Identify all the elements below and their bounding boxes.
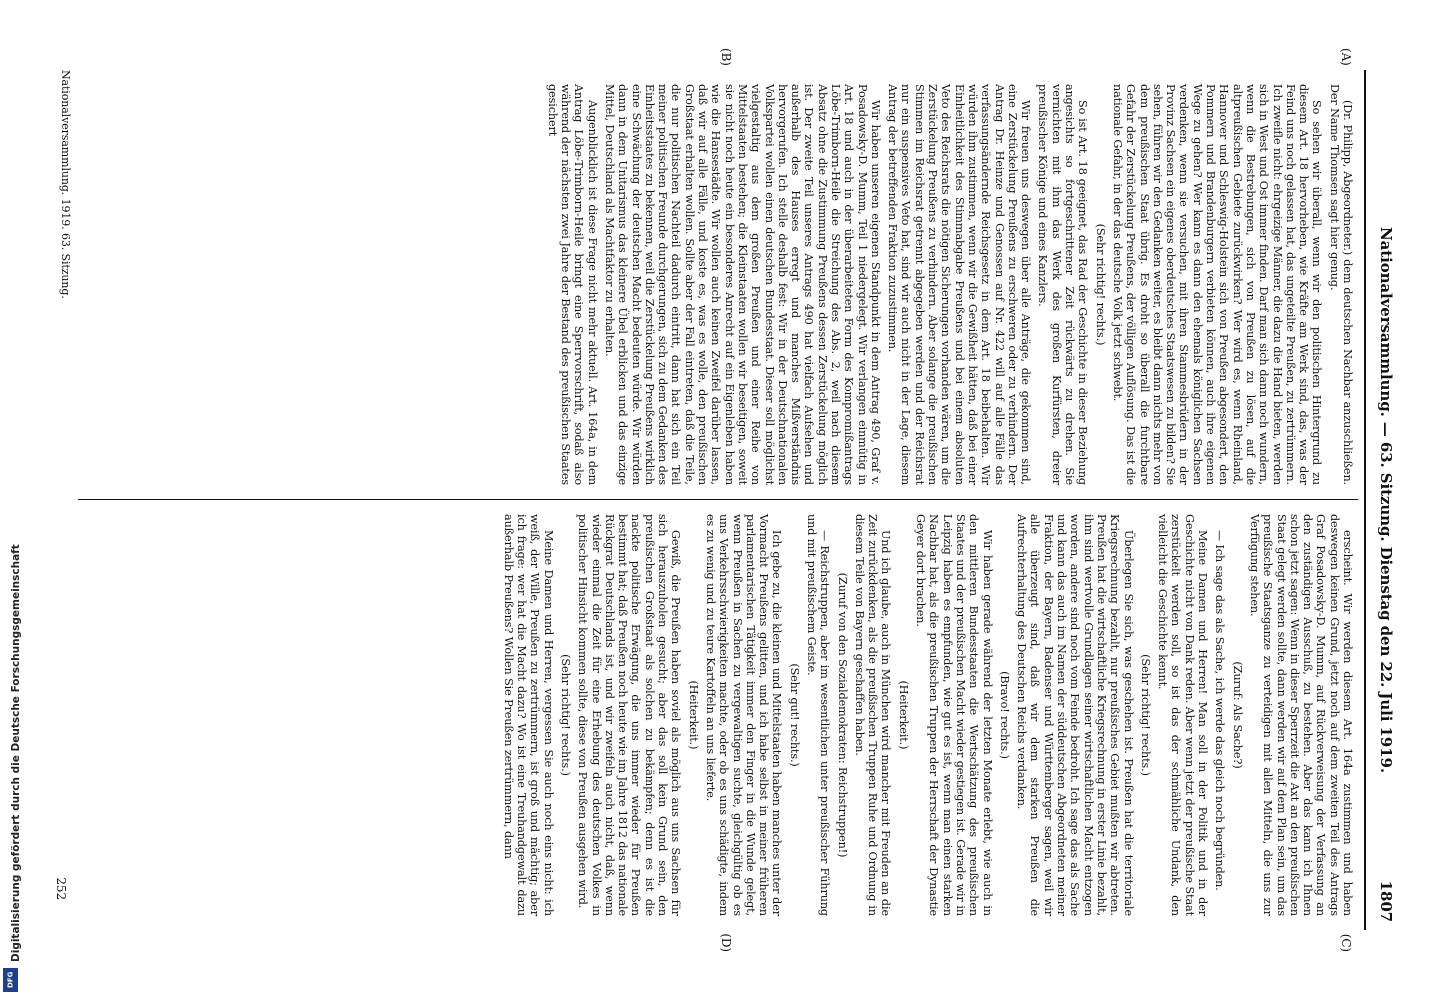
interjection: (Heiterkeit.) [896, 680, 910, 750]
paragraph: Wir haben unseren eigenen Standpunkt in dem Antrag 490, Graf v. Posadowsky-D. Mumm, Teil 1 niedergelegt. Wir verlangen einmütig in Art. 18 und auch in der überarbeiteten Form des Kompromißantrags Löbe-Trimborn-Heile die Streichung des Abs. 2, weil nach diesem Absatz ohne die Zustimmung Preußens dessen Zerstückelung möglich ist. Der zweite Teil unseres Antrags 490 hat vielfach Aufsehen und außerhalb des Hauses erregt und manches Mißverständnis hervorgerufen. Ich stelle deshalb fest: Wir in der Deutschnationalen Volkspartei wollen einen deutschen Bundesstaat. Dieser soll möglichst vielgestaltig aus dem großen Preußen und einer Reihe von Mittelstaaten bestehen; die Kleinstaaten wollen wir beseitigen, soweit sie nicht noch heute ein besonderes Anrecht auf ein Eigenleben haben wie die Hansestädte. Wir wollen auch keinen Zweifel darüber lassen, daß wir auf alle Fälle, und koste es, was es wolle, den preußischen Großstaat erhalten wollen. Sollte aber der Fall eintreten, daß die Teile, die nur politischen Nachteil dadurch eintritt, dann hat sich ein Teil meiner politischen Freunde durchgerungen, sich zu dem Gedanken des Einheitsstaates zu bekennen, weil die Zerstückelung Preußens wirklich eine Schwächung der deutschen Macht bedeuten würde. Wir würden dann in dem Unitarismus das kleinere Übel erblicken und das einzige Mittel, Deutschland als Machtfaktor zu erhalten. [602, 84, 882, 485]
left-column [78, 70, 1358, 500]
interjection: (Sehr richtig! rechts.) [1093, 223, 1107, 346]
paragraph: Und ich glaube, auch in München wird mancher mit Freuden an die Zeit zurückdenken, als die preußischen Truppen Ruhe und Ordnung in diesem Teile von Bayern geschaffen haben. [852, 514, 893, 916]
page-number: 1807 [1377, 880, 1395, 922]
text-columns [78, 48, 1358, 952]
paragraph: Ich gebe zu, die kleinen und Mittelstaaten haben manches unter der Vormacht Preußens gelitten, und ich habe selbst in meiner früheren parlamentarischen Tätigkeit immer den Finger in die Wunde gelegt, wenn Preußen in Sachen zu vergewaltigen suchte, gleichgültig ob es uns Verkehrsschwierigkeiten machte, oder ob es uns schädigte, indem es zu wenig und zu teure Kartoffeln an uns lieferte. [703, 514, 784, 916]
dfg-logo: DFG [3, 968, 18, 992]
paragraph: Wir haben gerade während der letzten Monate erlebt, wie auch in den mittleren Bundesstaaten die Wertschätzung des preußischen Staates und der preußischen Macht wieder gestiegen ist. Gerade wir in Leipzig haben es empfunden, wie gut es ist, wenn man einen starken Nachbar hat, als die preußischen Truppen der Herrschaft der Dynastie Geyer dort brachen. [914, 514, 994, 916]
paragraph: (Dr. Philipp, Abgeordneter.) dem deutschen Nachbar anzuschließen. Der Name Thomsen sagt hier genug. [1327, 84, 1354, 485]
paragraph: Augenblicklich ist diese Frage nicht mehr aktuell. Art. 164a, in dem Antrag Löbe-Trimborn-Heile bringt eine Sperrvorschrift, sodaß also während der nächsten zwei Jahre der Bestand des preußischen Staates gesichert [545, 84, 599, 485]
paragraph: Meine Damen und Herren! Man soll in der Politik und in der Geschichte nicht von Dank reden. Aber wenn jetzt der preußische Staat zerstückelt werden soll, so ist das der schmähliche Undank, den vielleicht die Geschichte kennt. [1156, 514, 1210, 916]
page-title: Nationalversammlung. — 63. Sitzung. Dienstag den 22. Juli 1919. [1377, 227, 1395, 773]
margin-mark-b: (B) [719, 48, 733, 66]
interjection: (Bravo! rechts.) [997, 671, 1011, 759]
margin-mark-c: (C) [1339, 933, 1353, 952]
paragraph: So ist Art. 18 geeignet, das Rad der Geschichte in dieser Beziehung angesichts so fortgeschrittener Zeit rückwärts zu drehen. Sie vernichten mit ihm das Werk des großen Kurfürsten, dreier preußischer Könige und eines Kanzlers. [1036, 84, 1090, 485]
paragraph: Überlegen Sie sich, was geschehen ist. Preußen hat die territoriale Kriegsrechnung bezahlt, nur preußisches Gebiet mußten wir abtreten. Preußen hat die wirtschaftliche Kriegsrechnung in erster Linie bezahlt, ihm sind wertvolle Grundlagen seiner wirtschaftlichen Macht entzogen worden, andere sind noch vom Feinde bedroht. Ich sage das als Sache und kann das auch im Namen der süddeutschen Abgeordneten meiner Fraktion, der Bayern, Badenser und Württemberger sagen, weil wir alle überzeugt sind, daß wir dem starken Preußen die Aufrechterhaltung des Deutschen Reichs verdanken. [1015, 514, 1135, 916]
interjection: (Sehr richtig! rechts.) [1138, 654, 1152, 776]
right-column [78, 500, 1358, 930]
paragraph: erscheint. Wir werden diesem Art. 164a zustimmen und haben deswegen keinen Grund, jetzt noch auf dem zweiten Teil des Antrags Graf Posadowsky-D. Mumm, auf Rückverweisung der Verfassung an den zuständigen Ausschuß, zu bestehen. Aber das kann ich Ihnen schon jetzt sagen: Wenn in dieser Sperrzeit die Axt an den preußischen Staat gelegt werden sollte, dann werden wir auf dem Plan sein, um das preußische Staatsganze zu verteidigen mit allen Mitteln, die uns zur Verfügung stehen. [1247, 514, 1354, 916]
footer-page-number: 252 [54, 877, 69, 900]
margin-mark-a: (A) [1339, 48, 1353, 66]
interjection: (Heiterkeit.) [686, 680, 700, 750]
page-header [1364, 70, 1400, 930]
paragraph: Gewiß, die Preußen haben soviel als möglich aus uns Sachsen für sich herauszuholen gesucht; aber das soll kein Grund sein, den preußischen Großstaat als solchen zu bekämpfen; denn es ist die nackte politische Erwägung, die uns immer wieder für Preußen bestimmt hat; daß Preußen noch heute wie im Jahre 1812 das nationale Rückgrat Deutschlands ist, und wir zweifeln auch nicht, daß, wenn wieder einmal die Zeit für eine Erhebung des deutschen Volkes in politischer Hinsicht kommen sollte, diese von Preußen ausgehen wird. [576, 514, 683, 916]
interjection: (Zuruf: Als Sache?) [1230, 661, 1244, 769]
footer-session: Nationalversammlung. 1919. 63. Sitzung. [59, 70, 72, 299]
paragraph: Meine Damen und Herren, vergessen Sie auch noch eins nicht: ich weiß, der Wille, Preußen zu zertrümmern, ist groß und mächtig; aber ich frage: wer hat die Macht dazu? Wo ist eine Treuhandgewalt dazu außerhalb Preußens? Wollen Sie Preußen zertrümmern, dann [501, 514, 555, 916]
paragraph: Wir freuen uns deswegen über alle Anträge, die gekommen sind, eine Zerstückelung Preußens zu erschweren oder zu verhindern. Der Antrag Dr. Heinze und Genossen auf Nr. 422 will auf alle Fälle das verfassungsändernde Reichsgesetz in dem Art. 18 beibehalten. Wir würden ihm zustimmen, wenn wir die Gewißheit hätten, daß bei einer Einheitlichkeit des Stimmabgabe Preußens und bei einem absoluten Veto des Reichsrats die nötigen Sicherungen vorhanden wären, um die Zerstückelung Preußens zu verhindern. Aber solange die preußischen Stimmen im Reichsrat getrennt abgegeben werden und der Reichsrat nur ein suspensives Veto hat, sind wir auch nicht in der Lage, diesem Antrag der betreffenden Fraktion zuzustimmen. [886, 84, 1033, 485]
paragraph: — Ich sage das als Sache, ich werde das gleich noch begründen. [1213, 530, 1227, 891]
interjection: (Zuruf von den Sozialdemokraten: Reichstruppen!) [835, 572, 849, 858]
paragraph: So sehen wir überall, wenn wir den politischen Hintergrund zu diesem Art. 18 hervorheben, wie Kräfte am Werk sind, das, was der Feind uns noch gelassen hat, das ungeteilte Preußen, zu zertrümmern. Ich zweifle nicht: ehrgeizige Männer, die dazu die Hand bieten, werden sich in West und Ost immer finden. Darf man sich dann noch wundern, wenn die Bestrebungen, sich von Preußen zu lösen, auf die altpreußischen Gebiete zurückwirken? Wer wird es, wenn Rheinland, Hannover und Schleswig-Holstein sich von Preußen abgesondert, den Pommern und Brandenburgern verbieten können, auch ihre eigenen Wege zu gehen? Wer kann es dann den ehemals königlichen Sachsen verdenken, wenn sie versuchen, mit ihren Stammesbrüdern in der Provinz Sachsen ein eigenes oberdeutsches Staatswesen zu bilden? Sie sehen, führen wir den Gedanken weiter, es bleibt dann nichts mehr von dem preußischen Staat übrig. Es droht so überall die furchtbare Gefahr der Zerstückelung Preußens, der völligen Auflösung. Das ist die nationale Gefahr, in der das deutsche Volk jetzt schwebt. [1110, 84, 1324, 485]
margin-mark-d: (D) [719, 933, 733, 952]
interjection: (Sehr richtig! rechts.) [558, 654, 572, 776]
interjection: (Sehr gut! rechts.) [787, 663, 801, 767]
paragraph: — Reichstruppen, aber im wesentlichen unter preußischer Führung und mit preußischem Geiste. [805, 514, 832, 916]
credit-text: Digitalisierung gefördert durch die Deutsche Forschungsgemeinschaft [10, 544, 22, 962]
